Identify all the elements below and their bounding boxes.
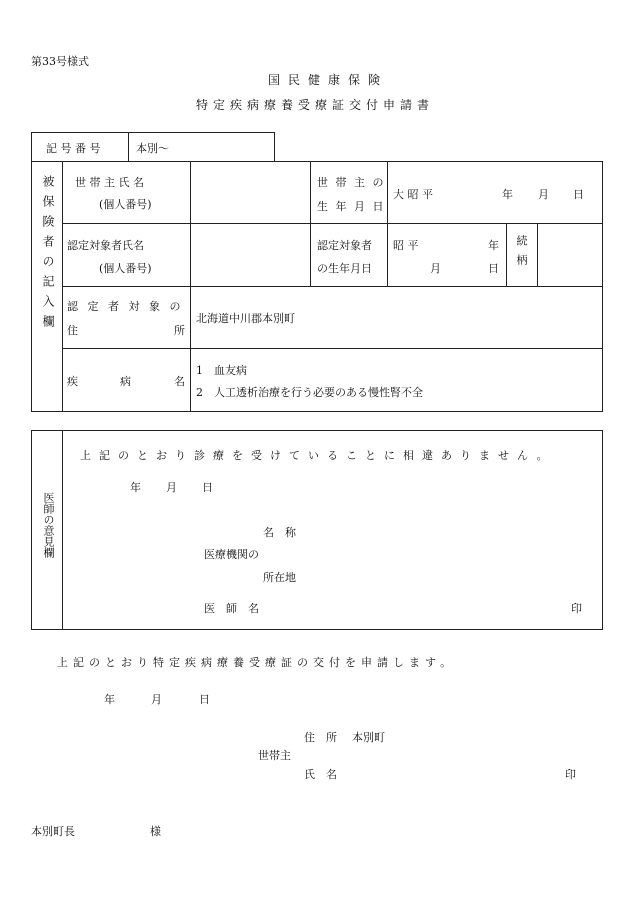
householder-name-label: 世 帯 主 氏 名 (75, 176, 144, 189)
householder-birth-label-1: 世 帯 主 の (317, 176, 386, 189)
disease-label-3: 名 (174, 375, 185, 388)
applicant-address-value[interactable]: 本別町 (352, 731, 385, 744)
target-person-number-label: (個人番号) (99, 262, 152, 275)
applicant-seal: 印 (565, 768, 576, 781)
doctor-statement: 上記のとおり診療を受けていることに相違ありません。 (80, 449, 556, 462)
addressee-title: 本別町長 (31, 825, 75, 838)
form-number: 第33号様式 (31, 55, 89, 68)
address-label-1: 認 定 者 対 象 の (67, 300, 184, 313)
disease-label-2: 病 (120, 375, 131, 388)
doctor-date-month: 月 (166, 481, 177, 494)
insured-side-label: 被保険者の記入欄 (41, 175, 55, 335)
relation-label: 続柄 (515, 235, 528, 273)
application-date-year: 年 (104, 693, 115, 706)
doctor-side-label: 医師の意見欄 (42, 492, 55, 558)
target-birth-day: 日 (488, 262, 499, 275)
applicant-address-label: 住 所 (304, 731, 337, 744)
disease-label-1: 疾 (67, 375, 78, 388)
doctor-seal: 印 (571, 602, 582, 615)
institution-address-label: 所在地 (263, 571, 296, 584)
householder-birth-month: 月 (538, 188, 549, 201)
application-statement: 上記のとおり特定疾病療養受療証の交付を申請します。 (57, 656, 457, 669)
householder-birth-label-2: 生 年 月 日 (317, 200, 386, 213)
disease-option-2: 2 人工透析治療を行う必要のある慢性腎不全 (196, 386, 423, 399)
target-person-name-label: 認定対象者氏名 (67, 239, 144, 252)
institution-label: 医療機関の (204, 548, 259, 561)
target-birth-year: 年 (488, 239, 499, 252)
target-birth-label-2: の生年月日 (317, 262, 372, 275)
record-number-value[interactable]: 本別〜 (136, 142, 169, 155)
record-number-label: 記 号 番 号 (46, 142, 101, 155)
addressee-honorific: 様 (150, 825, 161, 838)
householder-birth-era: 大 昭 平 (393, 188, 433, 201)
householder-label: 世帯主 (258, 749, 291, 762)
householder-birth-year: 年 (502, 188, 513, 201)
householder-number-label: (個人番号) (99, 198, 152, 211)
disease-option-1: 1 血友病 (196, 364, 247, 377)
doctor-date-year: 年 (130, 481, 141, 494)
householder-birth-day: 日 (573, 188, 584, 201)
title-line-1: 国民健康保険 (268, 73, 389, 87)
applicant-name-label: 氏 名 (304, 768, 337, 781)
form-title: 特定疾病療養受療証交付申請書 (196, 98, 435, 112)
address-label-2b: 所 (174, 324, 185, 337)
application-date-day: 日 (199, 693, 210, 706)
target-birth-label-1: 認定対象者 (317, 239, 372, 252)
target-birth-era: 昭 平 (393, 239, 419, 252)
target-birth-month: 月 (430, 262, 441, 275)
doctor-date-day: 日 (202, 481, 213, 494)
institution-name-label: 名 称 (263, 526, 296, 539)
address-field[interactable]: 北海道中川郡本別町 (196, 312, 295, 325)
address-label-2a: 住 (67, 324, 78, 337)
doctor-name-label: 医 師 名 (204, 602, 259, 615)
application-date-month: 月 (151, 693, 162, 706)
